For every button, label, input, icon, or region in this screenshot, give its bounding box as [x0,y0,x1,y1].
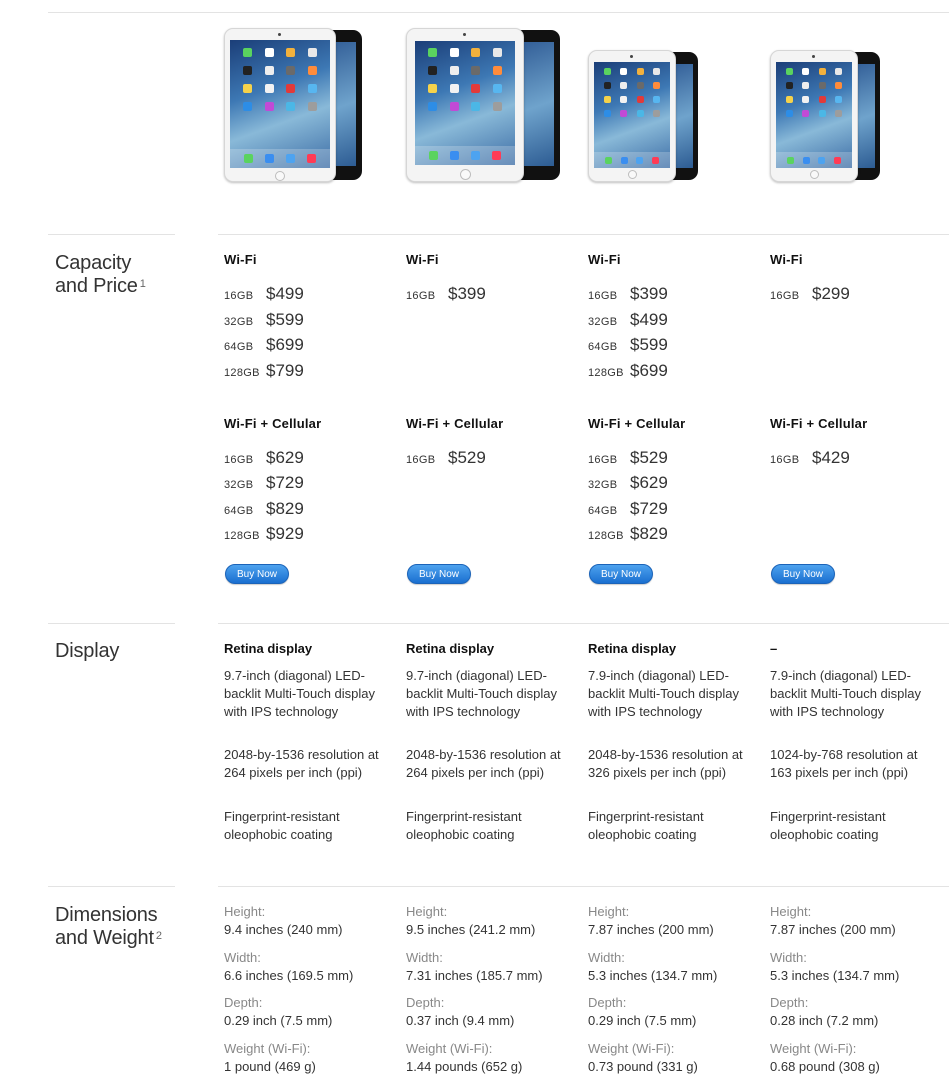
price: $299 [812,284,850,303]
capacity-footnote[interactable]: 1 [139,278,146,290]
buy-now-button[interactable]: Buy Now [225,564,289,584]
price: $599 [630,335,668,354]
display-type: – [770,641,778,656]
capacity-size: 32GB [588,479,618,491]
depth-label: Depth: [406,995,445,1010]
display-type: Retina display [224,641,313,656]
display-size-text: 9.7-inch (diagonal) LED-backlit Multi-Touch display with IPS technology [224,668,376,719]
price: $729 [630,499,668,518]
cellular-label: Wi-Fi + Cellular [588,416,686,431]
price: $699 [266,335,304,354]
capacity-section-title [55,252,146,298]
cellular-label: Wi-Fi + Cellular [406,416,504,431]
capacity-divider-left [48,234,175,235]
ipad-mini-retina-image[interactable] [588,50,700,184]
display-resolution-text: 2048-by-1536 resolution at 264 pixels per inch (ppi) [406,747,561,780]
cellular-label: Wi-Fi + Cellular [224,416,322,431]
wifi-label: Wi-Fi [770,252,803,267]
width-value: 5.3 inches (134.7 mm) [588,968,718,983]
height-value: 9.5 inches (241.2 mm) [406,922,536,937]
width-value: 5.3 inches (134.7 mm) [770,968,900,983]
price: $499 [266,284,304,303]
dimensions-title-line1: Dimensions [55,904,158,926]
capacity-size: 16GB [588,290,618,302]
display-coating-text: Fingerprint-resistant oleophobic coating [224,809,340,842]
capacity-size: 128GB [588,367,624,379]
capacity-title-line2: and Price [55,275,138,297]
capacity-size: 64GB [588,341,618,353]
display-resolution-text: 1024-by-768 resolution at 163 pixels per inch (ppi) [770,747,918,780]
weight-label: Weight (Wi-Fi): [770,1041,857,1056]
capacity-size: 16GB [406,290,436,302]
depth-value: 0.37 inch (9.4 mm) [406,1013,515,1028]
depth-value: 0.28 inch (7.2 mm) [770,1013,879,1028]
capacity-size: 16GB [224,290,254,302]
capacity-size: 64GB [588,505,618,517]
display-divider-left [48,623,175,624]
width-value: 7.31 inches (185.7 mm) [406,968,543,983]
price: $399 [630,284,668,303]
cellular-label: Wi-Fi + Cellular [770,416,868,431]
dimensions-divider-left [48,886,175,887]
display-divider-right [218,623,949,624]
dimensions-title-line2: and Weight [55,927,154,949]
weight-label: Weight (Wi-Fi): [588,1041,675,1056]
width-label: Width: [588,950,625,965]
height-label: Height: [770,904,812,919]
wifi-label: Wi-Fi [224,252,257,267]
price: $499 [630,310,668,329]
price: $699 [630,361,668,380]
capacity-title-line1: Capacity [55,252,132,274]
buy-now-button[interactable]: Buy Now [589,564,653,584]
weight-value: 0.68 pound (308 g) [770,1059,880,1074]
dimensions-section-title [55,904,162,950]
capacity-size: 16GB [224,454,254,466]
display-coating-text: Fingerprint-resistant oleophobic coating [406,809,522,842]
weight-label: Weight (Wi-Fi): [406,1041,493,1056]
depth-label: Depth: [224,995,263,1010]
price: $829 [266,499,304,518]
capacity-size: 16GB [770,454,800,466]
weight-value: 0.73 pound (331 g) [588,1059,698,1074]
display-size-text: 9.7-inch (diagonal) LED-backlit Multi-Touch display with IPS technology [406,668,558,719]
weight-label: Weight (Wi-Fi): [224,1041,311,1056]
capacity-size: 16GB [406,454,436,466]
price: $599 [266,310,304,329]
capacity-divider-right [218,234,949,235]
capacity-size: 16GB [770,290,800,302]
display-coating-text: Fingerprint-resistant oleophobic coating [588,809,704,842]
price: $799 [266,361,304,380]
buy-now-button[interactable]: Buy Now [407,564,471,584]
display-coating-text: Fingerprint-resistant oleophobic coating [770,809,886,842]
capacity-size: 32GB [224,479,254,491]
weight-value: 1 pound (469 g) [224,1059,316,1074]
capacity-size: 128GB [224,530,260,542]
price: $829 [630,524,668,543]
width-value: 6.6 inches (169.5 mm) [224,968,354,983]
buy-now-button[interactable]: Buy Now [771,564,835,584]
depth-label: Depth: [770,995,809,1010]
price: $629 [630,473,668,492]
height-value: 7.87 inches (200 mm) [588,922,714,937]
top-divider [48,12,949,13]
capacity-size: 128GB [224,367,260,379]
height-value: 9.4 inches (240 mm) [224,922,343,937]
capacity-size: 16GB [588,454,618,466]
capacity-size: 64GB [224,341,254,353]
price: $529 [448,448,486,467]
weight-value: 1.44 pounds (652 g) [406,1059,523,1074]
depth-value: 0.29 inch (7.5 mm) [224,1013,333,1028]
height-label: Height: [224,904,266,919]
capacity-size: 128GB [588,530,624,542]
height-value: 7.87 inches (200 mm) [770,922,896,937]
height-label: Height: [588,904,630,919]
width-label: Width: [224,950,261,965]
price: $429 [812,448,850,467]
height-label: Height: [406,904,448,919]
price: $929 [266,524,304,543]
dimensions-footnote[interactable]: 2 [155,930,162,942]
width-label: Width: [770,950,807,965]
wifi-label: Wi-Fi [588,252,621,267]
depth-label: Depth: [588,995,627,1010]
ipad-mini-image[interactable] [770,50,882,184]
wifi-label: Wi-Fi [406,252,439,267]
display-type: Retina display [406,641,495,656]
capacity-size: 32GB [588,316,618,328]
display-type: Retina display [588,641,677,656]
depth-value: 0.29 inch (7.5 mm) [588,1013,697,1028]
display-size-text: 7.9-inch (diagonal) LED-backlit Multi-Touch display with IPS technology [770,668,922,719]
capacity-size: 32GB [224,316,254,328]
capacity-size: 64GB [224,505,254,517]
price: $629 [266,448,304,467]
display-section-title: Display [55,640,120,662]
price: $729 [266,473,304,492]
ipad-with-retina-image[interactable] [406,28,562,184]
dimensions-divider-right [218,886,949,887]
price: $529 [630,448,668,467]
ipad-air-image[interactable] [224,28,366,184]
display-size-text: 7.9-inch (diagonal) LED-backlit Multi-Touch display with IPS technology [588,668,740,719]
display-resolution-text: 2048-by-1536 resolution at 264 pixels per inch (ppi) [224,747,379,780]
width-label: Width: [406,950,443,965]
price: $399 [448,284,486,303]
display-resolution-text: 2048-by-1536 resolution at 326 pixels per inch (ppi) [588,747,743,780]
